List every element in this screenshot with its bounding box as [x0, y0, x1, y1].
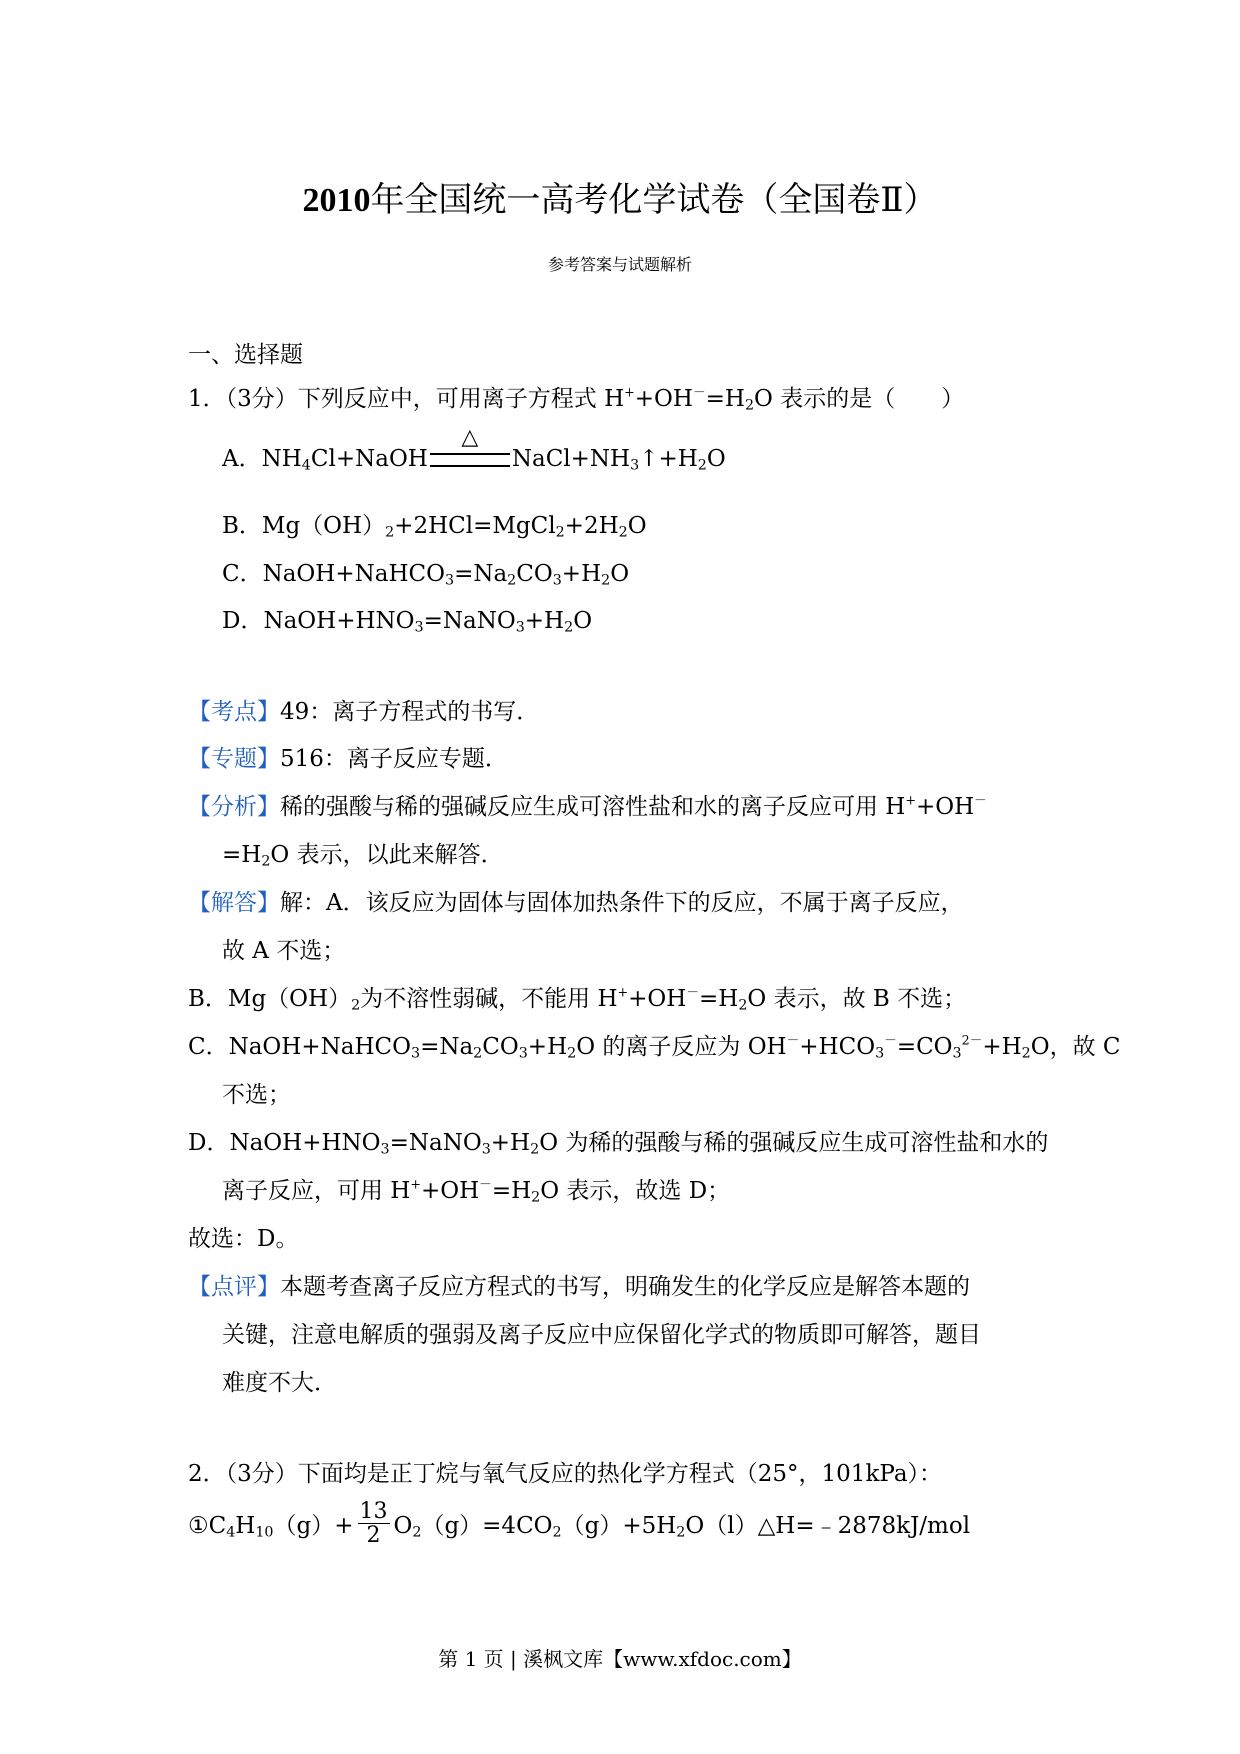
page-footer: 第 1 页 | 溪枫文库【www.xfdoc.com】: [438, 1647, 802, 1671]
zhuanti: 【专题】516：离子反应专题．: [188, 746, 508, 772]
dianping-line-1: 【点评】本题考查离子反应方程式的书写，明确发生的化学反应是解答本题的: [188, 1274, 970, 1300]
option-b: B．$Mg(OH)_2+2HCl=MgCl_2+2H_2O$: [222, 513, 647, 541]
kaodian: 【考点】49：离子方程式的书写．: [188, 699, 540, 725]
document-subtitle: 参考答案与试题解析: [547, 255, 692, 274]
jieda-line-1: 【解答】解：A．该反应为固体与固体加热条件下的反应，不属于离子反应，: [188, 890, 964, 916]
option-a: A．$NH_4Cl+NaOH$ △ $NaCl+NH_3↑+H_2O$: [222, 425, 726, 474]
question-2-equation-1: $①C_4H_{10}(g)+$ $\frac{13}{2}$ $O_2(g)=4CO_2(g)+5H_2O(l)\triangle H=﹣2878kJ$/mol: [188, 1499, 971, 1549]
jieda-d: D．$NaOH+HNO_3=NaNO_3+H_2O$ 为稀的强酸与稀的强碱反应生成可溶性盐和水的: [188, 1130, 1049, 1158]
fenxi-line-1: 【分析】稀的强酸与稀的强碱反应生成可溶性盐和水的离子反应可用 H++OH－: [188, 792, 987, 820]
fenxi-line-2: $=H_2O$ 表示，以此来解答．: [222, 842, 504, 870]
equilibrium-sign: △: [430, 453, 510, 467]
section-heading: 一、选择题: [188, 342, 303, 368]
dianping-line-3: 难度不大．: [222, 1370, 337, 1396]
jieda-c-line-2: 不选；: [222, 1082, 291, 1108]
fraction: $\frac{13}{2}$: [359, 1499, 388, 1549]
dianping-line-2: 关键，注意电解质的强弱及离子反应中应保留化学式的物质即可解答，题目: [222, 1322, 981, 1348]
option-c: C．$NaOH+NaHCO_3=Na_2CO_3+H_2O$: [222, 561, 630, 589]
jieda-line-2: 故 A 不选；: [222, 938, 346, 964]
document-title: 2010年全国统一高考化学试卷（全国卷Ⅱ）: [302, 180, 938, 220]
jieda-b: B．$Mg(OH)_2$为不溶性弱碱，不能用 $H^++OH^-=H_2O$ 表示，故 B 不选；: [188, 984, 967, 1014]
question-1-stem: 1．（3分）下列反应中，可用离子方程式 $H^++OH^-=H_2O$ 表示的是（ ）: [188, 384, 965, 414]
jieda-d-line-2: 离子反应，可用 $H^++OH^-=H_2O$ 表示，故选 D；: [222, 1176, 731, 1206]
question-2-stem: 2．（3分）下面均是正丁烷与氧气反应的热化学方程式（25°，101kPa）：: [188, 1461, 943, 1487]
option-d: D．$NaOH+HNO_3=NaNO_3+H_2O$: [222, 608, 593, 636]
final-answer: 故选：D。: [188, 1226, 299, 1252]
jieda-c: C．$NaOH+NaHCO_3=Na_2CO_3+H_2O$ 的离子反应为 $OH^-+HCO_3^-=CO_3^{2-}+H_2O$，故 C: [188, 1032, 1121, 1062]
